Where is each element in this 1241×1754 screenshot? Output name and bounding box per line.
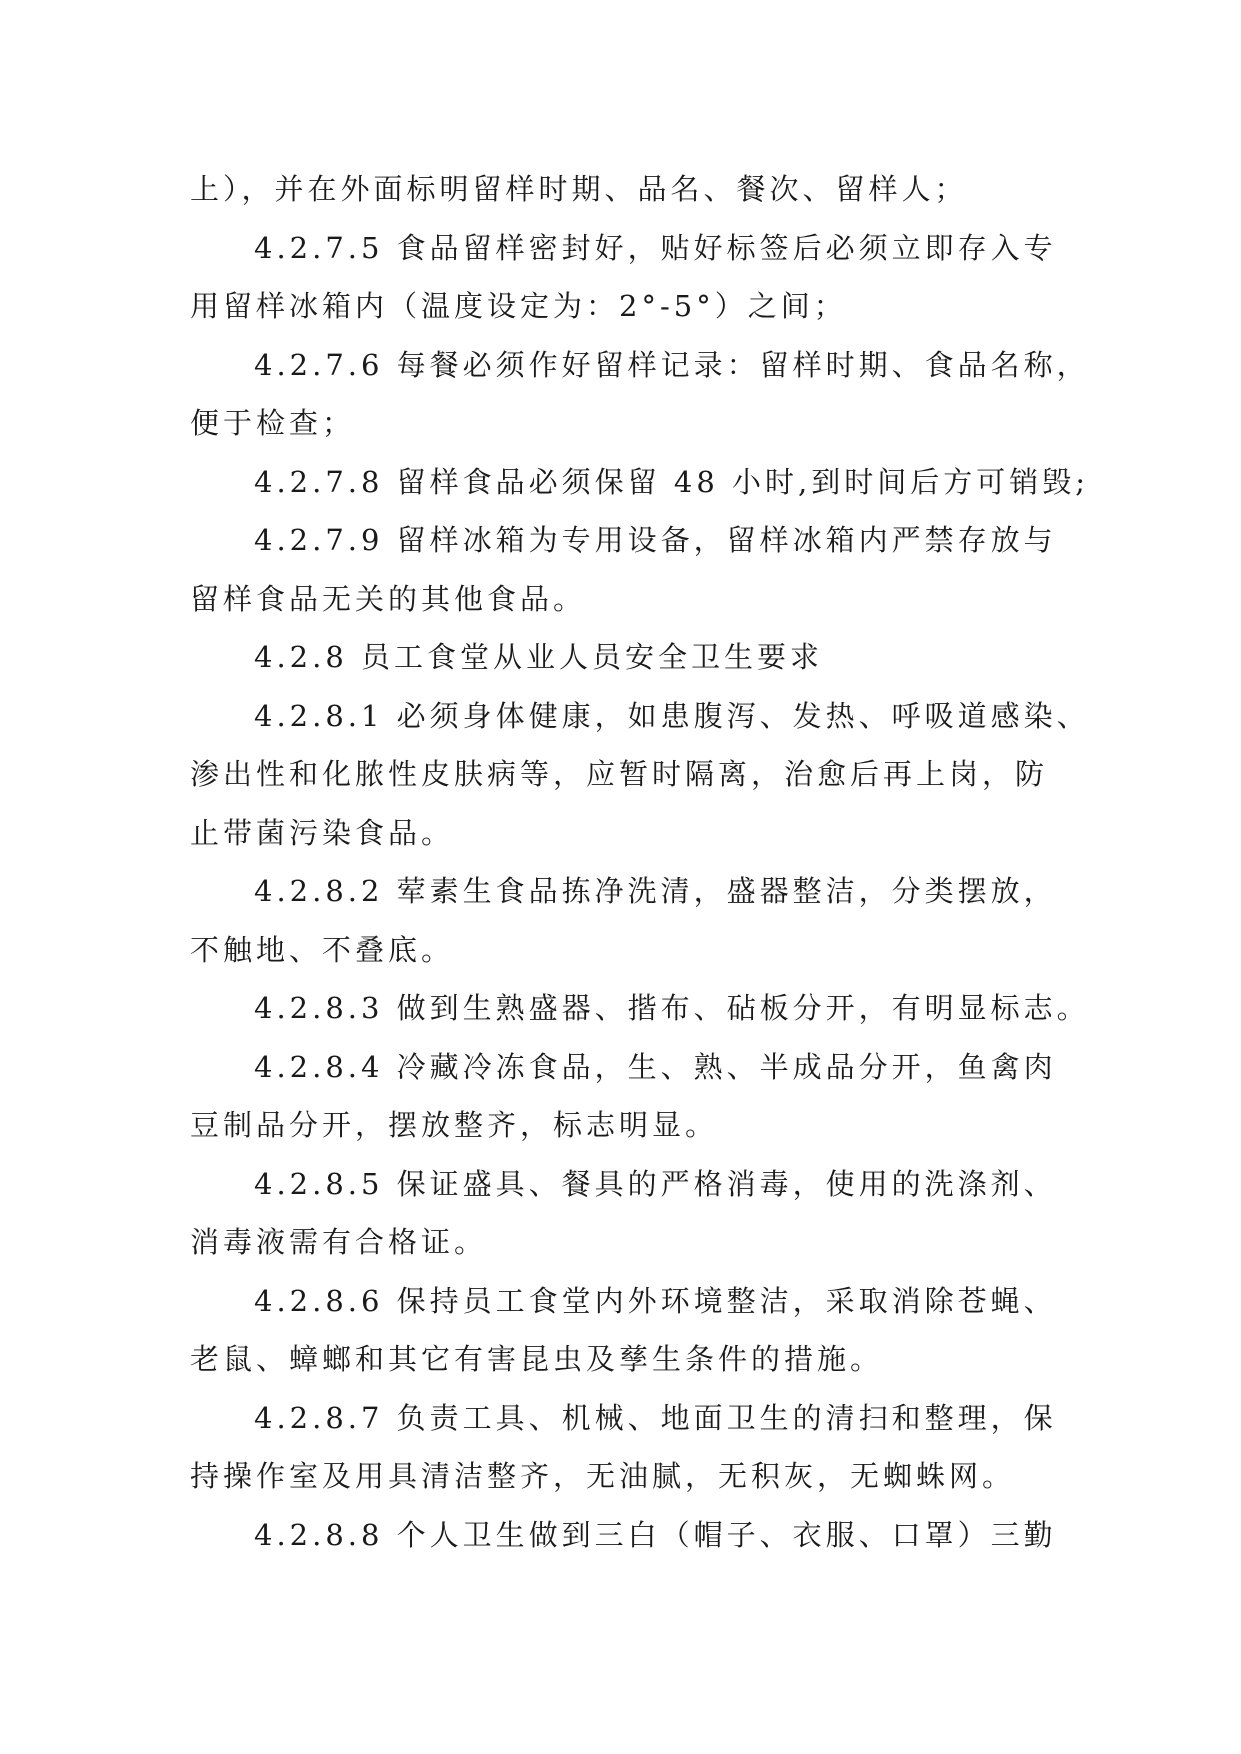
text-line: 持操作室及用具清洁整齐，无油腻，无积灰，无蜘蛛网。	[190, 1459, 1016, 1493]
text-line: 渗出性和化脓性皮肤病等，应暂时隔离，治愈后再上岗，防	[190, 757, 1049, 791]
text-line: 不触地、不叠底。	[190, 932, 455, 967]
text-line: 老鼠、蟑螂和其它有害昆虫及孳生条件的措施。	[190, 1342, 884, 1376]
text-line: 4.2.7.5 食品留样密封好，贴好标签后必须立即存入专	[254, 230, 1057, 265]
text-line: 4.2.7.9 留样冰箱为专用设备，留样冰箱内严禁存放与	[254, 523, 1057, 557]
text-line: 便于检查；	[190, 406, 356, 440]
text-line: 4.2.7.8 留样食品必须保留 48 小时,到时间后方可销毁;	[254, 464, 1090, 499]
text-line: 上），并在外面标明留样时期、品名、餐次、留样人；	[190, 172, 968, 206]
text-line: 4.2.8.3 做到生熟盛器、揩布、砧板分开，有明显标志。	[254, 991, 1090, 1025]
text-line: 消毒液需有合格证。	[190, 1225, 488, 1259]
text-line: 用留样冰箱内（温度设定为：2°-5°）之间；	[190, 289, 847, 323]
body-text	[190, 160, 1090, 1564]
text-line: 4.2.8.4 冷藏冷冻食品，生、熟、半成品分开，鱼禽肉	[254, 1049, 1057, 1084]
text-line: 4.2.8.6 保持员工食堂内外环境整洁，采取消除苍蝇、	[254, 1283, 1057, 1318]
text-line: 4.2.8.2 荤素生食品拣净洗清，盛器整洁，分类摆放，	[254, 874, 1057, 908]
text-line: 4.2.8 员工食堂从业人员安全卫生要求	[254, 640, 824, 674]
text-line: 4.2.8.8 个人卫生做到三白（帽子、衣服、口罩）三勤	[254, 1517, 1057, 1552]
text-line: 4.2.7.6 每餐必须作好留样记录：留样时期、食品名称，	[254, 347, 1090, 382]
text-line: 4.2.8.7 负责工具、机械、地面卫生的清扫和整理，保	[254, 1400, 1057, 1435]
text-line: 止带菌污染食品。	[190, 815, 455, 850]
text-line: 4.2.8.5 保证盛具、餐具的严格消毒，使用的洗涤剂、	[254, 1166, 1057, 1201]
text-line: 4.2.8.1 必须身体健康，如患腹泻、发热、呼吸道感染、	[254, 698, 1090, 733]
text-line: 留样食品无关的其他食品。	[190, 581, 587, 616]
text-line: 豆制品分开，摆放整齐，标志明显。	[190, 1108, 719, 1142]
